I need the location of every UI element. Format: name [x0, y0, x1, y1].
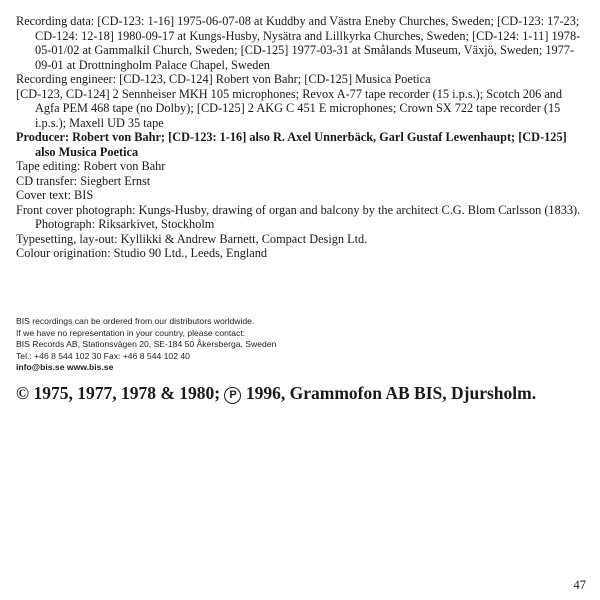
recording-engineer: Recording engineer: [CD-123, CD-124] Robert von Bahr; [CD-125] Musica Poetica	[16, 72, 431, 86]
recording-data: Recording data: [CD-123: 1-16] 1975-06-07-08 at Kuddby and Västra Eneby Churches, Sweden; [CD-123: 17-23; CD-124: 12-18] 1980-09-17 at Kungs-Husby, Nysätra and Lillkyrka Churches, Sweden; [CD-124: 1-11] 1978-05-01/02 at Gammalkil Church, Sweden; [CD-125] 1977-03-31 at Smålands Museum, Växjö, Sweden; 1977-09-01 at Drottningholm Palace Chapel, Sweden	[16, 14, 581, 72]
tape-editing: Tape editing: Robert von Bahr	[16, 159, 166, 173]
contact-line-address: BIS Records AB, Stationsvägen 20, SE-184 50 Åkersberga, Sweden	[16, 339, 277, 349]
copyright-notice	[16, 383, 596, 404]
distributor-contact	[16, 316, 416, 374]
typesetting: Typesetting, lay-out: Kyllikki & Andrew Barnett, Compact Design Ltd.	[16, 231, 368, 246]
cd-transfer: CD transfer: Siegbert Ernst	[16, 173, 151, 188]
copyright-holder: 1996, Grammofon AB BIS, Djursholm.	[245, 383, 537, 403]
contact-line-phone-fax: Tel.: +46 8 544 102 30 Fax: +46 8 544 102 40	[16, 350, 190, 361]
producer: Producer: Robert von Bahr; [CD-123: 1-16] also R. Axel Unnerbäck, Garl Gustaf Lewenhaupt; [CD-125] also Musica Poetica	[16, 130, 567, 159]
phonogram-copyright-icon: P	[224, 387, 241, 404]
contact-line-distributors: BIS recordings can be ordered from our distributors worldwide.	[16, 316, 255, 326]
copyright-years: © 1975, 1977, 1978 & 1980;	[16, 383, 221, 403]
cover-text: Cover text: BIS	[16, 188, 94, 202]
front-cover-photograph: Front cover photograph: Kungs-Husby, drawing of organ and balcony by the architect C.G. Blom Carlsson (1833). Photograph: Riksarkivet, Stockholm	[16, 202, 581, 231]
contact-line-email-web: info@bis.se www.bis.se	[16, 362, 114, 372]
colour-origination: Colour origination: Studio 90 Ltd., Leeds, England	[16, 246, 268, 260]
page-number: 47	[573, 578, 586, 592]
recording-equipment: [CD-123, CD-124] 2 Sennheiser MKH 105 microphones; Revox A-77 tape recorder (15 i.p.s.); Scotch 206 and Agfa PEM 468 tape (no Dolby); [CD-125] 2 AKG C 451 E microphones; Crown SX 722 tape recorder (15 i.p.s.); Maxell UD 35 tape	[16, 86, 563, 130]
contact-line-representation: If we have no representation in your country, please contact:	[16, 327, 246, 338]
credits-block	[16, 14, 588, 261]
